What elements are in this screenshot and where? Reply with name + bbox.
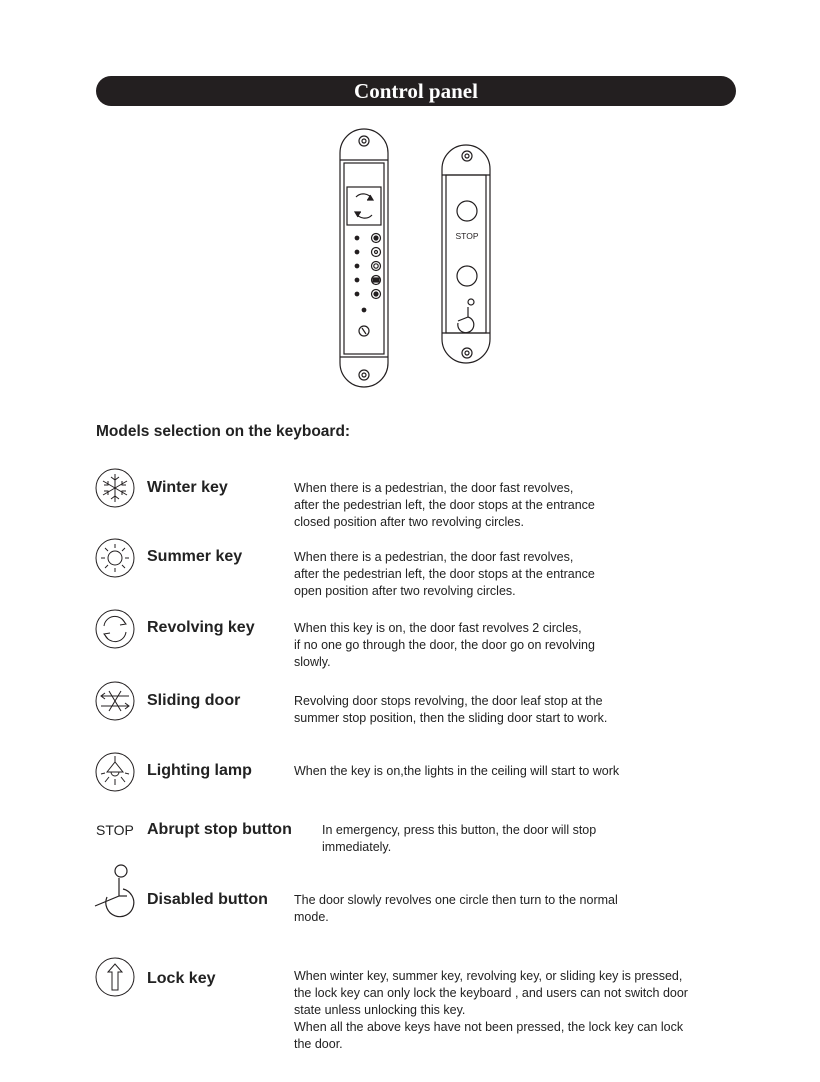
lock-key-label: Lock key	[147, 970, 216, 987]
lamp-icon	[95, 752, 135, 792]
abrupt-stop-label: Abrupt stop button	[147, 821, 292, 838]
lock-key-description: When winter key, summer key, revolving key, or sliding key is pressed, the lock key can only lock the keyboard , and users can not switch door state unless unlocking this key. When all the above keys have not been pressed, the lock key can lock the door.	[294, 969, 688, 1051]
wheelchair-icon	[92, 862, 138, 930]
disabled-button-label: Disabled button	[147, 891, 268, 908]
keyboard-panel	[340, 129, 388, 387]
revolving-key-description: When this key is on, the door fast revolves 2 circles, if no one go through the door, the door go on revolving slowly.	[294, 621, 595, 669]
panel-stop-label: STOP	[455, 231, 479, 241]
stop-panel-button[interactable]	[457, 201, 477, 221]
revolving-key-label: Revolving key	[147, 619, 255, 636]
stop-icon-text: STOP	[96, 822, 134, 838]
lock-arrow-icon	[95, 957, 135, 997]
revolving-arrows-icon	[95, 609, 135, 649]
keyboard-face	[344, 163, 384, 354]
winter-key-description: When there is a pedestrian, the door fast revolves, after the pedestrian left, the door stops at the entrance closed position after two revolving circles.	[294, 481, 595, 529]
disabled-button-description: The door slowly revolves one circle then turn to the normal mode.	[294, 893, 618, 924]
keyboard-key-column	[355, 234, 380, 337]
summer-key-label: Summer key	[147, 548, 243, 565]
sliding-door-description: Revolving door stops revolving, the door leaf stop at the summer stop position, then the sliding door start to work.	[294, 694, 608, 725]
lighting-lamp-label: Lighting lamp	[147, 762, 252, 779]
sliding-door-icon	[95, 681, 135, 721]
snowflake-icon	[95, 468, 135, 508]
summer-key-description: When there is a pedestrian, the door fast revolves, after the pedestrian left, the door stops at the entrance open position after two revolving circles.	[294, 550, 595, 598]
sliding-door-label: Sliding door	[147, 692, 241, 709]
control-panel-illustration	[330, 125, 500, 395]
abrupt-stop-description: In emergency, press this button, the door will stop immediately.	[322, 823, 597, 854]
lighting-lamp-description: When the key is on,the lights in the ceiling will start to work	[294, 764, 620, 778]
revolving-key-panel-button[interactable]	[347, 187, 381, 225]
winter-key-label: Winter key	[147, 479, 228, 496]
sun-icon	[95, 538, 135, 578]
section-heading: Models selection on the keyboard:	[96, 423, 351, 440]
stop-panel	[442, 145, 490, 363]
disabled-panel-button[interactable]	[457, 266, 477, 286]
page-title: Control panel	[96, 76, 736, 106]
